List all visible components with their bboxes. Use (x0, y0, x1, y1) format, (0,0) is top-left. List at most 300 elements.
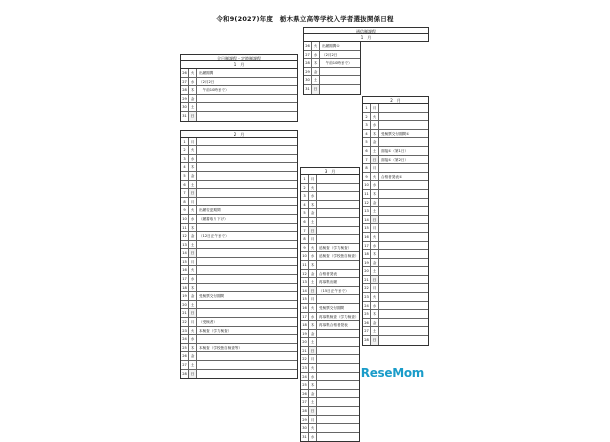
day-number: 8 (181, 198, 189, 206)
day-event (197, 258, 297, 266)
day-weekday: 土 (309, 398, 317, 406)
day-weekday: 月 (189, 258, 197, 266)
day-row (363, 173, 428, 182)
day-event (379, 319, 428, 327)
day-weekday: 火 (371, 173, 379, 181)
day-event (197, 352, 297, 360)
day-event: （願書取り下げ） (199, 216, 228, 221)
day-number: 1 (181, 138, 189, 146)
day-weekday: 水 (312, 51, 320, 59)
day-weekday: 土 (189, 103, 197, 111)
day-number: 5 (363, 138, 371, 146)
day-number: 19 (181, 292, 189, 300)
day-number: 10 (363, 181, 371, 189)
right-section-header: 通信制課程 (303, 27, 429, 34)
day-event (317, 175, 359, 183)
day-row (181, 361, 297, 370)
day-weekday: 土 (189, 361, 197, 369)
day-row (181, 249, 297, 258)
day-weekday: 木 (309, 321, 317, 329)
middle-mar-month: 3 月 (300, 167, 360, 175)
day-event (379, 250, 428, 258)
day-weekday: 日 (371, 156, 379, 164)
day-weekday: 火 (189, 206, 197, 214)
left-jan-days (180, 69, 298, 122)
day-row (301, 235, 359, 244)
day-number: 1 (363, 104, 371, 112)
day-row (301, 209, 359, 218)
day-event (320, 68, 360, 76)
day-event: 本検査（学校独自検査等） (199, 345, 243, 350)
day-number: 8 (363, 164, 371, 172)
day-number: 16 (363, 233, 371, 241)
day-number: 10 (181, 215, 189, 223)
day-event: 追検査（学校独自検査） (319, 254, 359, 259)
day-row (181, 198, 297, 207)
day-weekday: 火 (189, 266, 197, 274)
day-row (301, 252, 359, 261)
day-weekday: 水 (189, 335, 197, 343)
day-event (197, 163, 297, 171)
day-row (363, 284, 428, 293)
day-number: 2 (363, 113, 371, 121)
day-weekday: 日 (189, 309, 197, 317)
right-jan-days (303, 42, 361, 95)
day-number: 27 (304, 51, 312, 59)
day-number: 23 (181, 327, 189, 335)
day-number: 12 (181, 232, 189, 240)
day-weekday: 土 (309, 338, 317, 346)
day-event (317, 390, 359, 398)
day-row (181, 301, 297, 310)
day-weekday: 日 (189, 370, 197, 379)
day-number: 22 (301, 355, 309, 363)
middle-section (300, 167, 360, 442)
day-row (363, 267, 428, 276)
day-weekday: 水 (371, 121, 379, 129)
day-weekday: 火 (309, 424, 317, 432)
day-weekday: 木 (189, 344, 197, 352)
day-event: 追検査（学力検査） (319, 245, 352, 250)
day-weekday: 木 (189, 86, 197, 94)
day-row (301, 416, 359, 425)
day-event: 午前10時まで） (199, 88, 229, 93)
day-row (301, 175, 359, 184)
day-event (317, 330, 359, 338)
day-weekday: 月 (371, 164, 379, 172)
day-number: 4 (181, 163, 189, 171)
day-row (363, 113, 428, 122)
day-row (181, 155, 297, 164)
day-row (181, 78, 297, 87)
day-number: 27 (181, 78, 189, 86)
day-row (301, 355, 359, 364)
day-weekday: 土 (189, 241, 197, 249)
day-number: 20 (181, 301, 189, 309)
day-row (363, 216, 428, 225)
day-row (363, 156, 428, 165)
day-number: 28 (181, 86, 189, 94)
day-row (181, 327, 297, 336)
day-number: 31 (181, 112, 189, 121)
right-feb-month: 2 月 (362, 96, 429, 104)
day-event (317, 433, 359, 442)
day-weekday: 日 (309, 347, 317, 355)
day-number: 27 (181, 361, 189, 369)
day-number: 24 (301, 373, 309, 381)
day-number: 28 (363, 336, 371, 345)
day-weekday: 木 (371, 130, 379, 138)
day-event (379, 164, 428, 172)
day-number: 28 (181, 370, 189, 379)
day-event (317, 295, 359, 303)
day-event: 面接①（第1日） (381, 148, 409, 153)
day-event: 受検票交付期間① (381, 131, 410, 136)
right-feb-block (362, 96, 429, 346)
day-number: 5 (181, 172, 189, 180)
day-row (181, 352, 297, 361)
day-number: 12 (301, 270, 309, 278)
day-number: 6 (363, 147, 371, 155)
day-weekday: 火 (309, 184, 317, 192)
day-number: 14 (301, 287, 309, 295)
day-weekday: 日 (189, 112, 197, 121)
day-number: 25 (301, 381, 309, 389)
day-number: 11 (363, 190, 371, 198)
day-row (363, 302, 428, 311)
day-event (197, 189, 297, 197)
day-row (181, 344, 297, 353)
day-weekday: 金 (309, 330, 317, 338)
day-row (181, 215, 297, 224)
day-event (197, 198, 297, 206)
right-section (303, 27, 429, 42)
day-number: 17 (363, 242, 371, 250)
day-row (363, 319, 428, 328)
day-weekday: 火 (189, 146, 197, 154)
day-weekday: 月 (189, 318, 197, 326)
day-row (181, 146, 297, 155)
day-row (304, 68, 360, 77)
day-number: 23 (301, 364, 309, 372)
day-weekday: 金 (371, 259, 379, 267)
day-event (320, 85, 360, 94)
day-row (363, 190, 428, 199)
day-row (363, 310, 428, 319)
day-number: 3 (363, 121, 371, 129)
day-weekday: 日 (312, 85, 320, 94)
day-row (301, 270, 359, 279)
day-event (317, 347, 359, 355)
day-event (197, 266, 297, 274)
day-row (304, 76, 360, 85)
day-row (363, 276, 428, 285)
day-number: 10 (301, 252, 309, 260)
right-jan-month: 1 月 (303, 34, 429, 42)
day-event (197, 241, 297, 249)
day-weekday: 土 (371, 267, 379, 275)
day-row (181, 275, 297, 284)
day-event (197, 181, 297, 189)
day-weekday: 水 (189, 78, 197, 86)
day-row (181, 95, 297, 104)
day-event (379, 216, 428, 224)
day-number: 11 (301, 261, 309, 269)
day-event (379, 181, 428, 189)
day-number: 17 (301, 313, 309, 321)
day-number: 1 (301, 175, 309, 183)
day-number: 28 (301, 407, 309, 415)
day-row (363, 181, 428, 190)
day-number: 7 (301, 227, 309, 235)
day-event (197, 309, 297, 317)
day-weekday: 水 (189, 275, 197, 283)
day-weekday: 日 (309, 407, 317, 415)
day-row (301, 364, 359, 373)
day-row (181, 163, 297, 172)
day-number: 27 (301, 398, 309, 406)
day-event (379, 121, 428, 129)
day-weekday: 金 (189, 292, 197, 300)
day-event: （12日正午まで） (199, 234, 229, 239)
day-number: 19 (363, 259, 371, 267)
day-row (363, 147, 428, 156)
day-number: 26 (304, 42, 312, 50)
day-number: 5 (301, 209, 309, 217)
day-weekday: 月 (189, 198, 197, 206)
day-row (301, 407, 359, 416)
day-weekday: 木 (309, 201, 317, 209)
day-weekday: 水 (309, 373, 317, 381)
day-weekday: 火 (309, 244, 317, 252)
day-event (317, 201, 359, 209)
day-row (363, 121, 428, 130)
day-weekday: 火 (189, 327, 197, 335)
day-weekday: 土 (312, 76, 320, 84)
left-jan-month: 1 月 (180, 61, 298, 69)
day-event (317, 184, 359, 192)
day-weekday: 金 (309, 270, 317, 278)
day-row (301, 278, 359, 287)
left-feb-month: 2 月 (180, 130, 298, 138)
day-event: 受検票交付期間 (199, 294, 225, 299)
day-number: 21 (181, 309, 189, 317)
day-number: 2 (181, 146, 189, 154)
day-weekday: 金 (309, 390, 317, 398)
day-number: 7 (363, 156, 371, 164)
day-weekday: 水 (189, 155, 197, 163)
day-weekday: 月 (371, 104, 379, 112)
day-weekday: 木 (312, 59, 320, 67)
day-event (197, 370, 297, 379)
day-row (301, 321, 359, 330)
day-weekday: 金 (371, 138, 379, 146)
day-weekday: 月 (309, 355, 317, 363)
day-weekday: 木 (309, 381, 317, 389)
day-number: 22 (181, 318, 189, 326)
day-row (363, 130, 428, 139)
day-row (301, 433, 359, 442)
day-number: 23 (363, 293, 371, 301)
day-weekday: 水 (189, 215, 197, 223)
day-row (181, 69, 297, 78)
middle-mar-days (300, 175, 360, 442)
day-weekday: 水 (371, 302, 379, 310)
day-weekday: 金 (371, 319, 379, 327)
day-row (363, 224, 428, 233)
day-number: 29 (181, 95, 189, 103)
day-event: 出願期間 (199, 71, 214, 75)
day-weekday: 金 (312, 68, 320, 76)
day-row (181, 181, 297, 190)
day-event (197, 361, 297, 369)
day-event (197, 103, 297, 111)
day-row (363, 327, 428, 336)
right-feb-days (362, 104, 429, 346)
day-number: 17 (181, 275, 189, 283)
day-number: 18 (301, 321, 309, 329)
day-number: 13 (363, 207, 371, 215)
day-weekday: 日 (309, 227, 317, 235)
day-weekday: 土 (189, 181, 197, 189)
day-event (317, 338, 359, 346)
day-weekday: 土 (189, 301, 197, 309)
resemom-logo (361, 366, 424, 380)
day-weekday: 土 (371, 327, 379, 335)
day-row (181, 292, 297, 301)
day-event (379, 302, 428, 310)
day-row (363, 199, 428, 208)
day-number: 7 (181, 189, 189, 197)
day-event: 午前10時まで） (322, 61, 352, 66)
day-weekday: 火 (189, 69, 197, 77)
day-weekday: 水 (309, 313, 317, 321)
day-event (379, 138, 428, 146)
day-row (363, 104, 428, 113)
day-row (304, 51, 360, 60)
day-event: 面接①（第2日） (381, 157, 409, 162)
day-weekday: 金 (189, 172, 197, 180)
day-row (301, 201, 359, 210)
day-event: （15日正午まで） (319, 288, 349, 293)
day-row (301, 287, 359, 296)
day-row (301, 192, 359, 201)
day-weekday: 木 (189, 284, 197, 292)
day-event: 合格者発表 (319, 271, 337, 276)
day-row (301, 373, 359, 382)
day-number: 11 (181, 224, 189, 232)
day-event (379, 190, 428, 198)
day-event (379, 259, 428, 267)
day-weekday: 火 (371, 293, 379, 301)
day-event (317, 381, 359, 389)
day-weekday: 月 (309, 175, 317, 183)
day-number: 4 (363, 130, 371, 138)
day-event (317, 209, 359, 217)
day-row (301, 184, 359, 193)
logo-text: ReseMom (360, 366, 424, 380)
day-number: 20 (301, 338, 309, 346)
day-number: 6 (181, 181, 189, 189)
day-number: 18 (363, 250, 371, 258)
day-number: 3 (181, 155, 189, 163)
day-event: 再募集検査（学力検査） (319, 314, 359, 319)
day-number: 26 (301, 390, 309, 398)
day-event (379, 267, 428, 275)
day-number: 16 (301, 304, 309, 312)
day-row (363, 259, 428, 268)
day-weekday: 月 (309, 235, 317, 243)
day-number: 25 (181, 344, 189, 352)
day-weekday: 金 (189, 95, 197, 103)
day-weekday: 金 (189, 232, 197, 240)
day-number: 20 (363, 267, 371, 275)
day-weekday: 水 (371, 181, 379, 189)
day-event (197, 224, 297, 232)
day-row (181, 138, 297, 147)
day-row (181, 206, 297, 215)
day-weekday: 水 (371, 242, 379, 250)
day-row (301, 313, 359, 322)
day-number: 15 (301, 295, 309, 303)
day-weekday: 日 (371, 336, 379, 345)
day-weekday: 月 (309, 295, 317, 303)
day-row (181, 370, 297, 379)
day-event (379, 207, 428, 215)
day-row (363, 250, 428, 259)
day-number: 24 (363, 302, 371, 310)
day-row (181, 318, 297, 327)
day-row (301, 244, 359, 253)
day-number: 29 (301, 416, 309, 424)
day-row (181, 86, 297, 95)
day-event (197, 112, 297, 121)
day-row (301, 218, 359, 227)
left-section (180, 54, 298, 379)
day-weekday: 火 (371, 113, 379, 121)
day-row (181, 258, 297, 267)
day-event (197, 335, 297, 343)
day-event (317, 407, 359, 415)
day-number: 12 (363, 199, 371, 207)
day-event (379, 284, 428, 292)
day-row (301, 330, 359, 339)
day-row (301, 304, 359, 313)
day-number: 14 (363, 216, 371, 224)
day-row (301, 227, 359, 236)
day-row (181, 266, 297, 275)
day-event: 出願期間① (322, 44, 340, 48)
day-event (197, 284, 297, 292)
day-weekday: 木 (189, 163, 197, 171)
day-number: 18 (181, 284, 189, 292)
day-row (363, 207, 428, 216)
day-event (379, 293, 428, 301)
day-number: 28 (304, 59, 312, 67)
day-weekday: 木 (189, 224, 197, 232)
day-row (181, 189, 297, 198)
day-event (379, 276, 428, 284)
day-event: （2月2日 (322, 52, 338, 57)
day-weekday: 火 (309, 364, 317, 372)
day-number: 31 (301, 433, 309, 442)
day-weekday: 日 (309, 287, 317, 295)
day-number: 26 (181, 352, 189, 360)
day-row (304, 42, 360, 51)
day-event (197, 172, 297, 180)
day-weekday: 日 (189, 189, 197, 197)
day-number: 4 (301, 201, 309, 209)
